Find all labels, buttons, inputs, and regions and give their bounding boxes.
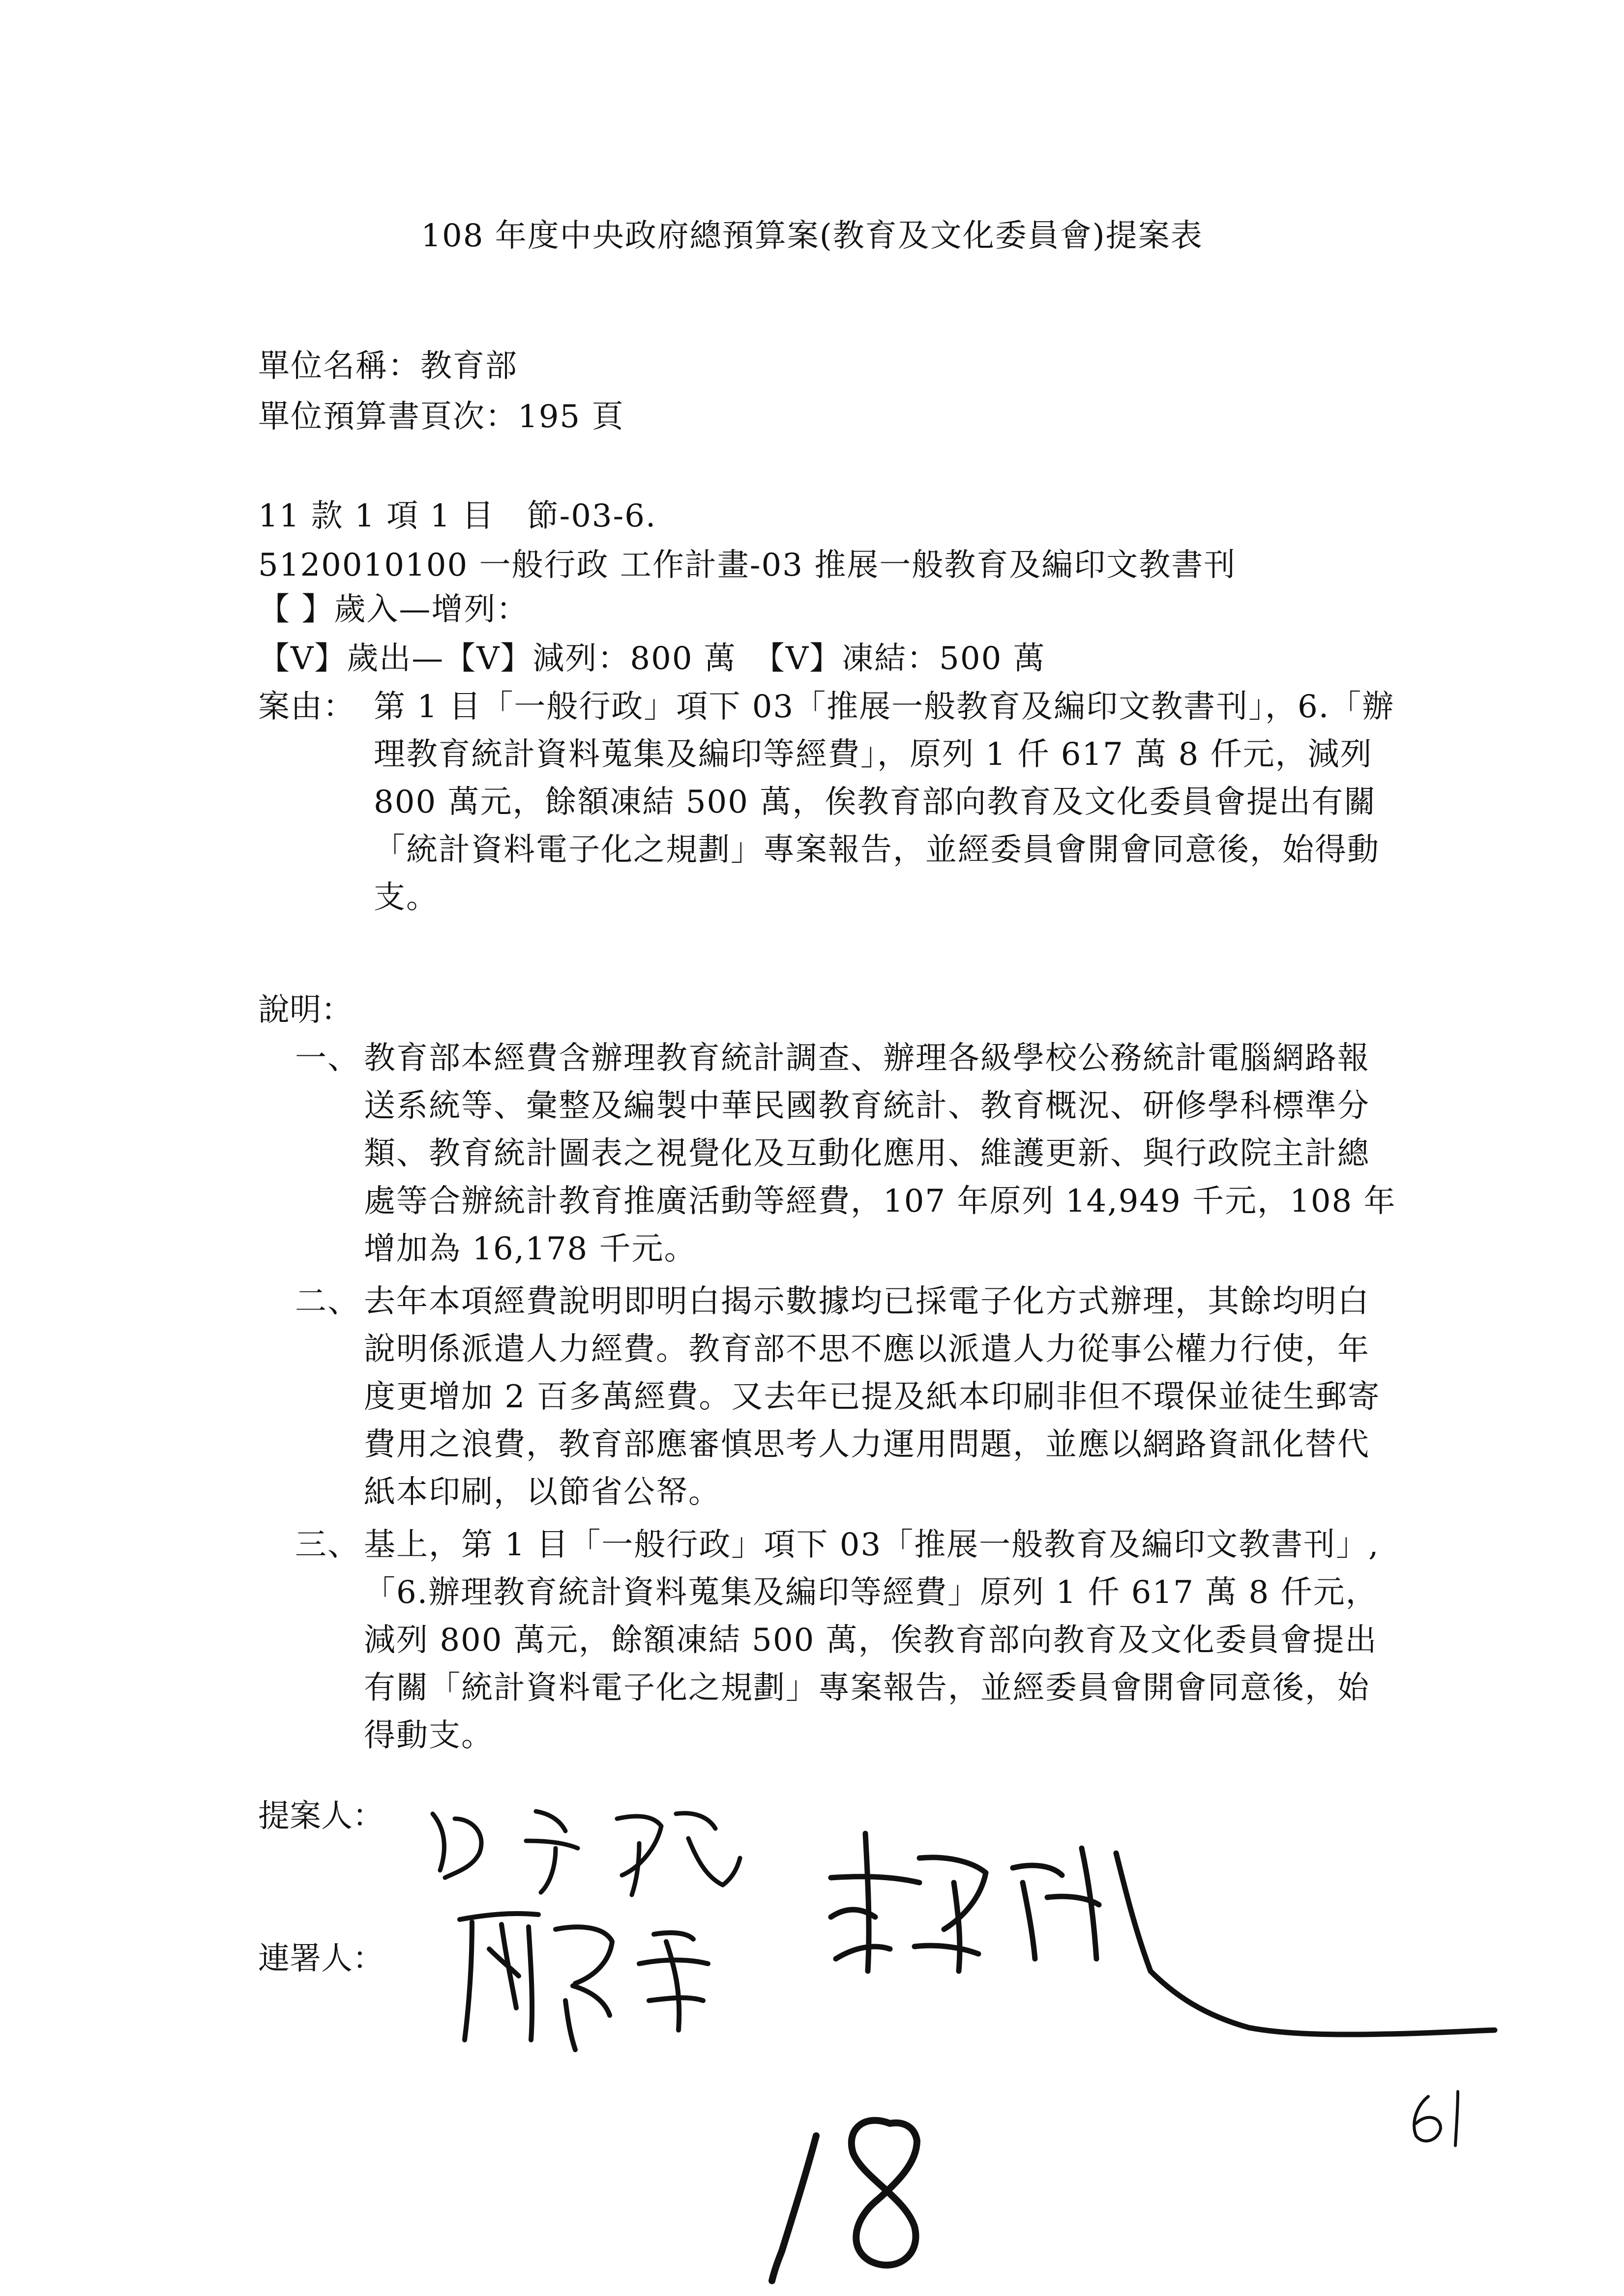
corner-page-mark <box>1414 2092 1458 2146</box>
cosigner-label: 連署人： <box>258 1941 384 1977</box>
proposer-signature <box>433 1811 740 1895</box>
budget-plan: 5120010100 一般行政 工作計畫-03 推展一般教育及編印文教書刊 <box>258 547 1237 583</box>
item-text: 基上，第 1 目「一般行政」項下 03「推展一般教育及編印文教書刊」,「6.辦理教育統計資料蒐集及編印等經費」原列 1 仟 617 萬 8 仟元，減列 800 萬元，餘額凍結 500 萬，俟教育部向教育及文化委員會提出有關「統計資料電子化之規劃」專案報告，並經委員會開會同意後，始得動支。 <box>364 1527 1380 1754</box>
case-text: 第 1 目「一般行政」項下 03「推展一般教育及編印文教書刊」，6.「辦理教育統計資料蒐集及編印等經費」，原列 1 仟 617 萬 8 仟元，減列 800 萬元，餘額凍結 500 萬，俟教育部向教育及文化委員會提出有關「統計資料電子化之規劃」專案報告，並經委員會開會同意後，始得動支。 <box>374 689 1395 916</box>
expense-line: 【V】歲出—【V】減列：800 萬 【V】凍結：500 萬 <box>258 640 1046 677</box>
item-number: 三、 <box>295 1527 360 1563</box>
unit-budget-page: 單位預算書頁次：195 頁 <box>258 399 624 435</box>
item-number: 二、 <box>295 1283 360 1320</box>
budget-item-code: 11 款 1 項 1 目 節-03-6. <box>258 498 657 534</box>
handwritten-page-number <box>772 2121 917 2281</box>
cosigner-signature-2 <box>831 1833 1495 2034</box>
item-number: 一、 <box>295 1040 360 1076</box>
cosigner-signature-1 <box>460 1914 708 2050</box>
item-text: 去年本項經費說明即明白揭示數據均已採電子化方式辦理，其餘均明白說明係派遣人力經費。教育部不思不應以派遣人力從事公權力行使，年度更增加 2 百多萬經費。又去年已提及紙本印刷非但不環保並徒生郵寄費用之浪費，教育部應審慎思考人力運用問題，並應以網路資訊化替代紙本印刷，以節省公帑。 <box>364 1283 1381 1511</box>
document-title: 108 年度中央政府總預算案(教育及文化委員會)提案表 <box>421 218 1203 254</box>
revenue-line: 【 】歲入—增列： <box>258 591 529 628</box>
unit-name: 單位名稱：教育部 <box>258 348 518 384</box>
case-label: 案由： <box>258 689 355 725</box>
proposer-label: 提案人： <box>258 1798 384 1834</box>
explanation-label: 說明： <box>258 992 353 1028</box>
item-text: 教育部本經費含辦理教育統計調查、辦理各級學校公務統計電腦網路報送系統等、彙整及編製中華民國教育統計、教育概況、研修學科標準分類、教育統計圖表之視覺化及互動化應用、維護更新、與行政院主計總處等合辦統計教育推廣活動等經費，107 年原列 14,949 千元，108 年增加為 16,178 千元。 <box>364 1040 1396 1267</box>
